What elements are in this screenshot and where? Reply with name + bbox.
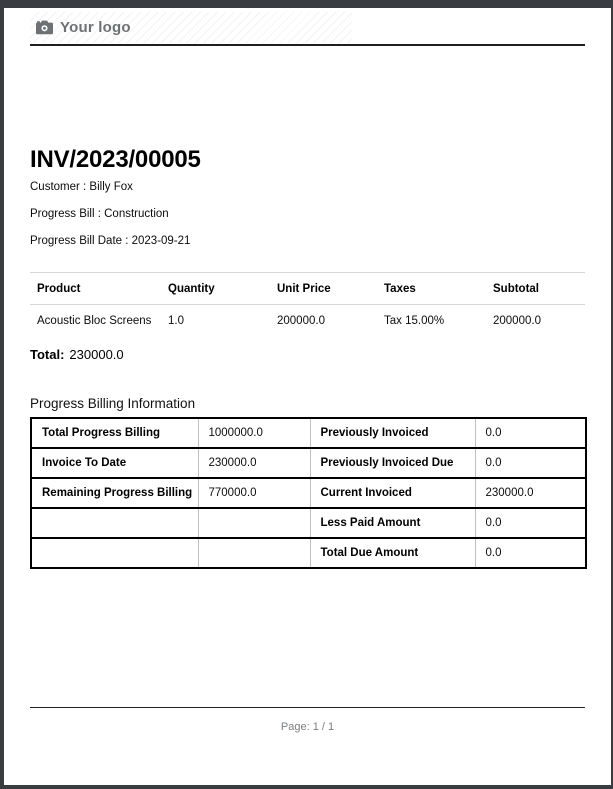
- label-total-due-amount: Total Due Amount: [310, 538, 475, 568]
- empty-cell: [31, 538, 198, 568]
- column-header-subtotal: Subtotal: [486, 273, 585, 305]
- value-previously-invoiced: 0.0: [475, 418, 586, 448]
- table-row: [30, 305, 585, 337]
- cell-taxes: Tax 15.00%: [384, 315, 445, 327]
- empty-cell: [31, 508, 198, 538]
- column-header-product: Product: [30, 273, 161, 305]
- cell-unit-price: 200000.0: [277, 315, 325, 327]
- total-label: Total:: [30, 347, 65, 362]
- total-line: [30, 347, 124, 362]
- label-current-invoiced: Current Invoiced: [310, 478, 475, 508]
- cell-quantity: 1.0: [168, 315, 184, 327]
- camera-icon: [36, 20, 53, 35]
- label-remaining-progress-billing: Remaining Progress Billing: [31, 478, 198, 508]
- page-indicator: Page: 1 / 1: [280, 721, 335, 733]
- value-remaining-progress-billing: 770000.0: [198, 478, 310, 508]
- table-row: [31, 508, 586, 538]
- logo-label: Your logo: [60, 19, 131, 36]
- header-divider: [30, 44, 585, 46]
- column-header-quantity: Quantity: [161, 273, 270, 305]
- empty-cell: [198, 538, 310, 568]
- cell-subtotal: 200000.0: [493, 315, 541, 327]
- value-total-due-amount: 0.0: [475, 538, 586, 568]
- label-less-paid-amount: Less Paid Amount: [310, 508, 475, 538]
- value-previously-invoiced-due: 0.0: [475, 448, 586, 478]
- label-previously-invoiced-due: Previously Invoiced Due: [310, 448, 475, 478]
- invoice-number-title: INV/2023/00005: [30, 146, 201, 173]
- empty-cell: [198, 508, 310, 538]
- table-row: [31, 538, 586, 568]
- table-row: [31, 478, 586, 508]
- column-header-taxes: Taxes: [377, 273, 486, 305]
- invoice-page: [4, 8, 611, 785]
- progress-section-title: Progress Billing Information: [30, 396, 196, 411]
- customer-line: Customer : Billy Fox: [30, 181, 133, 193]
- progress-billing-table: [30, 417, 587, 569]
- footer-divider: [30, 707, 585, 708]
- logo-placeholder: [30, 12, 352, 43]
- label-invoice-to-date: Invoice To Date: [31, 448, 198, 478]
- column-header-unit-price: Unit Price: [270, 273, 377, 305]
- line-items-table: [30, 272, 585, 336]
- value-current-invoiced: 230000.0: [475, 478, 586, 508]
- progress-bill-line: Progress Bill : Construction: [30, 208, 169, 220]
- label-previously-invoiced: Previously Invoiced: [310, 418, 475, 448]
- line-items-header-row: [30, 273, 585, 305]
- total-value: 230000.0: [69, 347, 124, 362]
- progress-bill-date-line: Progress Bill Date : 2023-09-21: [30, 235, 191, 247]
- label-total-progress-billing: Total Progress Billing: [42, 427, 160, 439]
- cell-product: Acoustic Bloc Screens: [37, 315, 152, 327]
- table-row: [31, 418, 586, 448]
- table-row: [31, 448, 586, 478]
- value-invoice-to-date: 230000.0: [198, 448, 310, 478]
- value-total-progress-billing: 1000000.0: [198, 418, 310, 448]
- value-less-paid-amount: 0.0: [475, 508, 586, 538]
